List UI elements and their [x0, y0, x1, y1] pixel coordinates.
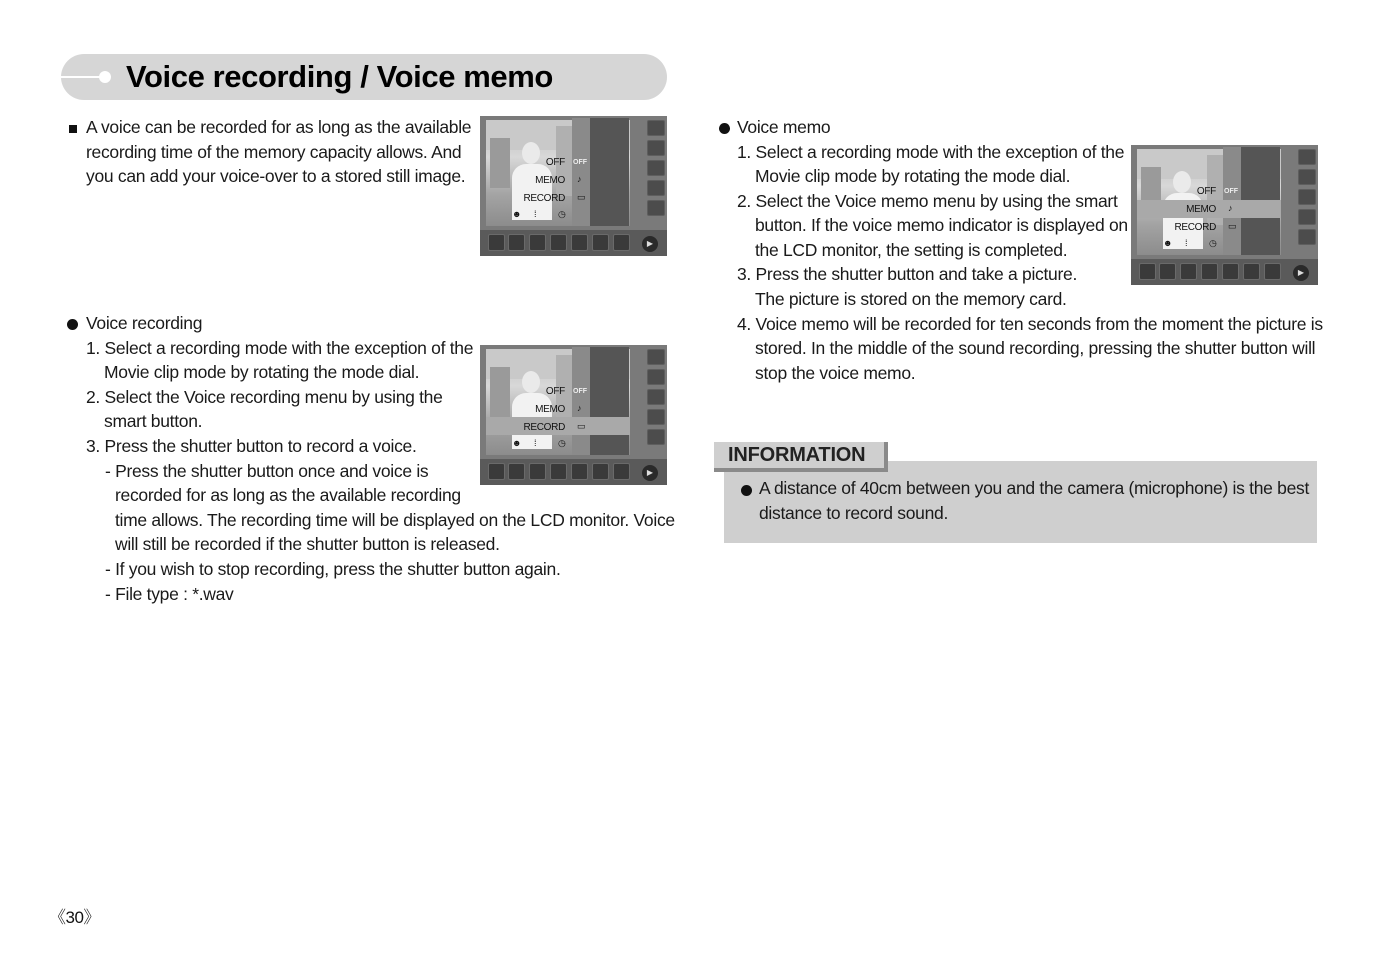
- information-heading: INFORMATION: [728, 444, 866, 466]
- microphone-icon: ♪: [577, 174, 582, 184]
- play-icon: ▶: [642, 236, 658, 252]
- timer-icon: ◷: [558, 438, 566, 448]
- page-title: Voice recording / Voice memo: [126, 59, 553, 94]
- voice-recording-line: 2. Select the Voice recording menu by using the: [86, 387, 443, 407]
- round-bullet-icon: [741, 485, 752, 496]
- voice-recording-line: - If you wish to stop recording, press the shutter button again.: [105, 559, 561, 579]
- cassette-icon: ▭: [577, 192, 586, 202]
- face-icon: ☻: [512, 209, 522, 219]
- menu-record: RECORD: [523, 193, 565, 204]
- camera-screen-illustration: [480, 345, 667, 485]
- camera-screen-illustration: [480, 116, 667, 256]
- voice-recording-heading: Voice recording: [86, 313, 203, 333]
- timer-icon: ◷: [558, 209, 566, 219]
- voice-recording-line: recorded for as long as the available recording: [115, 485, 461, 505]
- intro-line: recording time of the memory capacity allows. And: [86, 142, 462, 162]
- microphone-icon: ♪: [577, 403, 582, 413]
- intro-line: you can add your voice-over to a stored still image.: [86, 166, 466, 186]
- face-icon: ☻: [512, 438, 522, 448]
- intro-line: A voice can be recorded for as long as the available: [86, 117, 472, 137]
- voice-recording-line: will still be recorded if the shutter button is released.: [115, 534, 500, 554]
- square-bullet-icon: [69, 125, 77, 133]
- voice-memo-heading: Voice memo: [737, 117, 831, 137]
- voice-memo-line: 4. Voice memo will be recorded for ten seconds from the moment the picture is: [737, 314, 1323, 334]
- voice-memo-line: 1. Select a recording mode with the exception of the: [737, 142, 1125, 162]
- play-icon: ▶: [642, 465, 658, 481]
- grid-icon: ⁞: [534, 209, 537, 219]
- microphone-icon: ♪: [1228, 203, 1233, 213]
- title-dot-icon: [99, 71, 111, 83]
- menu-off: OFF: [545, 157, 565, 168]
- voice-memo-line: stop the voice memo.: [755, 363, 916, 383]
- voice-recording-line: Movie clip mode by rotating the mode dial.: [104, 362, 420, 382]
- grid-icon: ⁞: [1185, 238, 1188, 248]
- menu-off: OFF: [545, 386, 565, 397]
- menu-memo: MEMO: [535, 404, 565, 415]
- cassette-icon: ▭: [1228, 221, 1237, 231]
- timer-icon: ◷: [1209, 238, 1217, 248]
- information-line: A distance of 40cm between you and the camera (microphone) is the best: [759, 478, 1310, 498]
- menu-off: OFF: [1196, 186, 1216, 197]
- voice-recording-line: 1. Select a recording mode with the exception of the: [86, 338, 474, 358]
- menu-memo: MEMO: [1186, 204, 1216, 215]
- voice-recording-line: 3. Press the shutter button to record a voice.: [86, 436, 417, 456]
- menu-memo: MEMO: [535, 175, 565, 186]
- voice-recording-line: time allows. The recording time will be displayed on the LCD monitor. Voice: [115, 510, 675, 530]
- voice-memo-line: the LCD monitor, the setting is completed.: [755, 240, 1068, 260]
- voice-memo-line: Movie clip mode by rotating the mode dial.: [755, 166, 1071, 186]
- grid-icon: ⁞: [534, 438, 537, 448]
- voice-recording-line: - Press the shutter button once and voice is: [105, 461, 429, 481]
- off-tag: OFF: [573, 388, 587, 395]
- voice-recording-line: smart button.: [104, 411, 203, 431]
- off-tag: OFF: [1224, 188, 1238, 195]
- cassette-icon: ▭: [577, 421, 586, 431]
- face-icon: ☻: [1163, 238, 1173, 248]
- page-number: 《30》: [49, 908, 100, 927]
- play-icon: ▶: [1293, 265, 1309, 281]
- voice-memo-line: 2. Select the Voice memo menu by using the smart: [737, 191, 1118, 211]
- voice-recording-line: - File type : *.wav: [105, 584, 234, 604]
- round-bullet-icon: [719, 123, 730, 134]
- menu-record: RECORD: [1174, 222, 1216, 233]
- menu-record: RECORD: [523, 422, 565, 433]
- camera-screen-illustration: [1131, 145, 1318, 285]
- voice-memo-line: 3. Press the shutter button and take a picture.: [737, 264, 1078, 284]
- voice-memo-line: The picture is stored on the memory card.: [755, 289, 1067, 309]
- voice-memo-line: stored. In the middle of the sound recording, pressing the shutter button will: [755, 338, 1316, 358]
- voice-memo-line: button. If the voice memo indicator is displayed on: [755, 215, 1128, 235]
- round-bullet-icon: [67, 319, 78, 330]
- information-line: distance to record sound.: [759, 503, 949, 523]
- off-tag: OFF: [573, 159, 587, 166]
